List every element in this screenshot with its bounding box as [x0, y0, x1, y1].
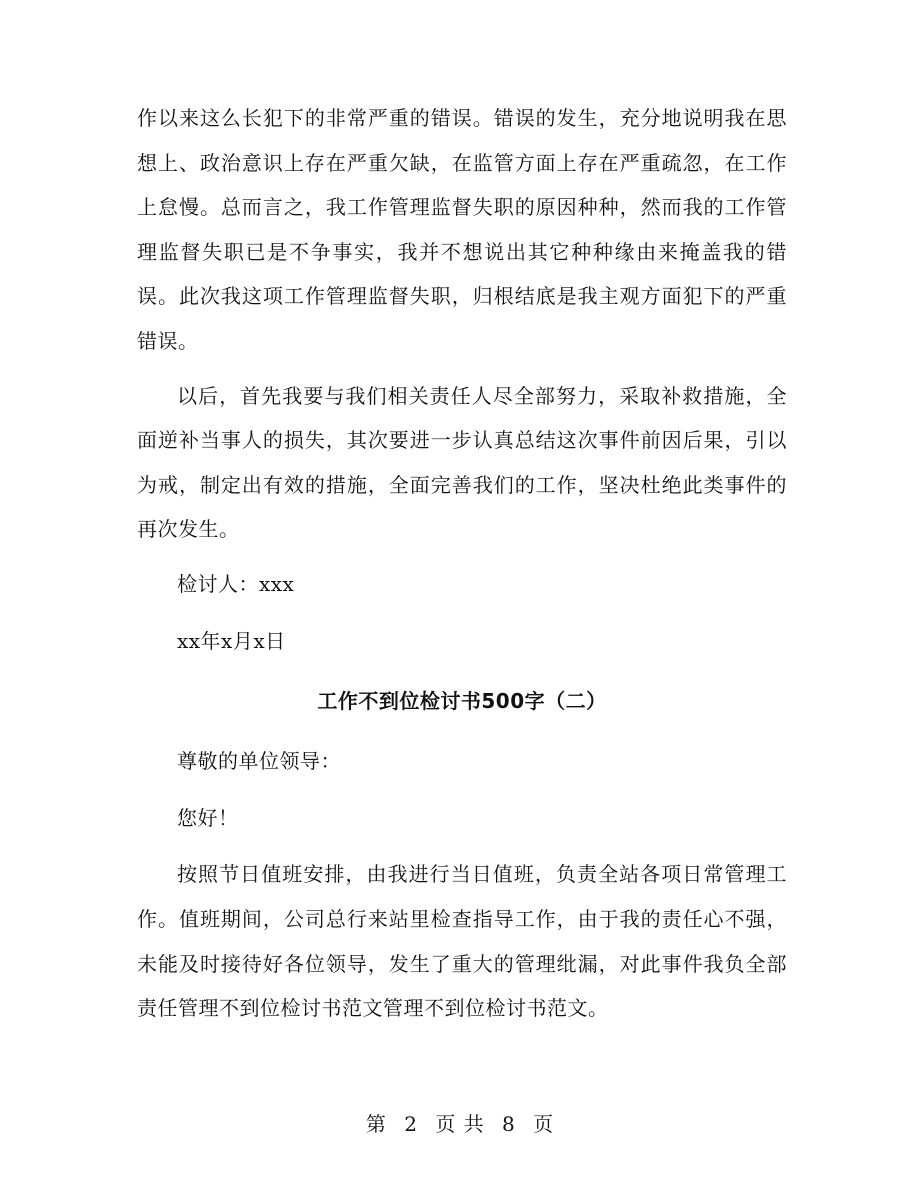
footer-prefix: 第: [365, 1112, 387, 1136]
footer-suffix: 页: [533, 1112, 555, 1136]
footer-middle: 页 共: [435, 1112, 485, 1136]
signer-line: 检讨人：xxx: [177, 571, 295, 596]
document-body: [137, 96, 787, 1031]
total-page-number: 8: [502, 1112, 516, 1136]
current-page-number: 2: [404, 1112, 418, 1136]
page-footer: [0, 1108, 920, 1137]
paragraph-continuation: 作以来这么长犯下的非常严重的错误。错误的发生，充分地说明我在思想上、政治意识上存在严重欠缺，在监管方面上存在严重疏忽，在工作上怠慢。总而言之，我工作管理监督失职的原因种种，然而我的工作管理监督失职已是不争事实，我并不想说出其它种种缘由来掩盖我的错误。此次我这项工作管理监督失职，归根结底是我主观方面犯下的严重错误。: [137, 106, 787, 353]
section-title: 工作不到位检讨书500字（二）: [317, 689, 607, 714]
greeting: 您好！: [177, 805, 239, 830]
date-line: xx年x月x日: [177, 628, 286, 653]
paragraph-duty: 按照节日值班安排，由我进行当日值班，负责全站各项日常管理工作。值班期间，公司总行来站里检查指导工作，由于我的责任心不强，未能及时接待好各位领导，发生了重大的管理纰漏，对此事件我负全部责任管理不到位检讨书范文管理不到位检讨书范文。: [137, 862, 787, 1021]
paragraph-remedy: 以后，首先我要与我们相关责任人尽全部努力，采取补救措施，全面逆补当事人的损失，其次要进一步认真总结这次事件前因后果，引以为戒，制定出有效的措施，全面完善我们的工作，坚决杜绝此类事件的再次发生。: [137, 383, 787, 542]
salutation: 尊敬的单位领导：: [177, 749, 341, 774]
